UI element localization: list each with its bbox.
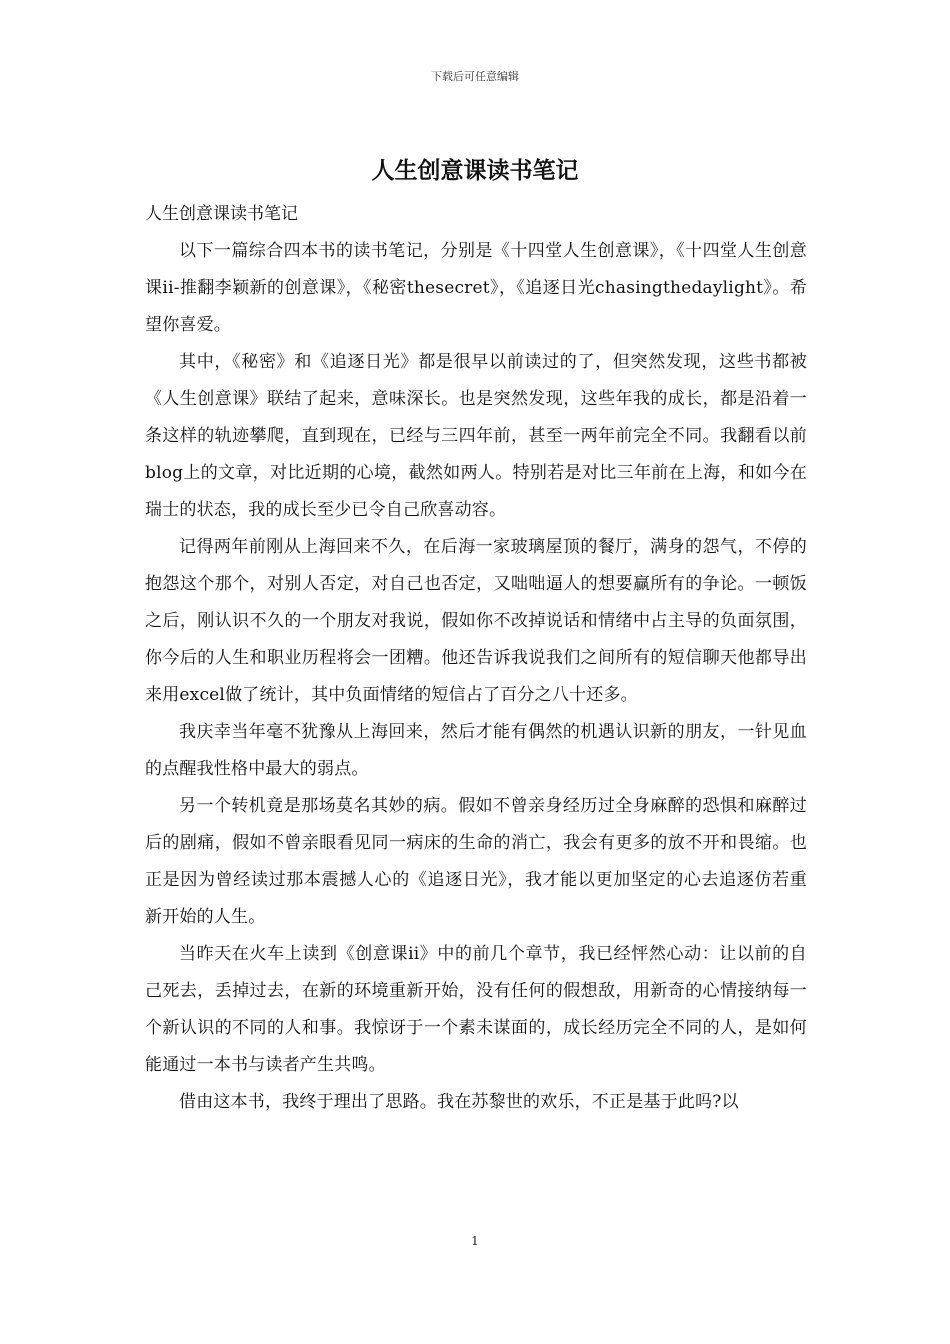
page-number: 1: [471, 1234, 479, 1248]
paragraph: 另一个转机竟是那场莫名其妙的病。假如不曾亲身经历过全身麻醉的恐惧和麻醉过后的剧痛，假如不曾亲眼看见同一病床的生命的消亡，我会有更多的放不开和畏缩。也正是因为曾经读过那本震撼人心的《追逐日光》，我才能以更加坚定的心去追逐仿若重新开始的人生。: [145, 796, 807, 927]
paragraph: 其中，《秘密》和《追逐日光》都是很早以前读过的了，但突然发现，这些书都被《人生创意课》联结了起来，意味深长。也是突然发现，这些年我的成长，都是沿着一条这样的轨迹攀爬，直到现在，已经与三四年前，甚至一两年前完全不同。我翻看以前blog上的文章，对比近期的心境，截然如两人。特别若是对比三年前在上海，和如今在瑞士的状态，我的成长至少已令自己欣喜动容。: [145, 352, 807, 520]
document-body: [145, 196, 807, 1121]
paragraph: 以下一篇综合四本书的读书笔记，分别是《十四堂人生创意课》，《十四堂人生创意课ii-推翻李颖新的创意课》，《秘密thesecret》，《追逐日光chasingthedaylight》。希望你喜爱。: [145, 241, 807, 335]
paragraph: 借由这本书，我终于理出了思路。我在苏黎世的欢乐，不正是基于此吗?以: [179, 1092, 739, 1112]
document-title: 人生创意课读书笔记: [371, 158, 579, 184]
header-note: 下载后可任意编辑: [431, 70, 519, 83]
paragraph: 我庆幸当年毫不犹豫从上海回来，然后才能有偶然的机遇认识新的朋友，一针见血的点醒我性格中最大的弱点。: [145, 722, 807, 779]
paragraph: 当昨天在火车上读到《创意课ii》中的前几个章节，我已经怦然心动：让以前的自己死去，丢掉过去，在新的环境重新开始，没有任何的假想敌，用新奇的心情接纳每一个新认识的不同的人和事。我惊讶于一个素未谋面的，成长经历完全不同的人，是如何能通过一本书与读者产生共鸣。: [145, 944, 807, 1075]
paragraph: 记得两年前刚从上海回来不久，在后海一家玻璃屋顶的餐厅，满身的怨气，不停的抱怨这个那个，对别人否定，对自己也否定，又咄咄逼人的想要赢所有的争论。一顿饭之后，刚认识不久的一个朋友对我说，假如你不改掉说话和情绪中占主导的负面氛围，你今后的人生和职业历程将会一团糟。他还告诉我说我们之间所有的短信聊天他都导出来用excel做了统计，其中负面情绪的短信占了百分之八十还多。: [145, 537, 807, 705]
document-subtitle: 人生创意课读书笔记: [145, 204, 298, 224]
